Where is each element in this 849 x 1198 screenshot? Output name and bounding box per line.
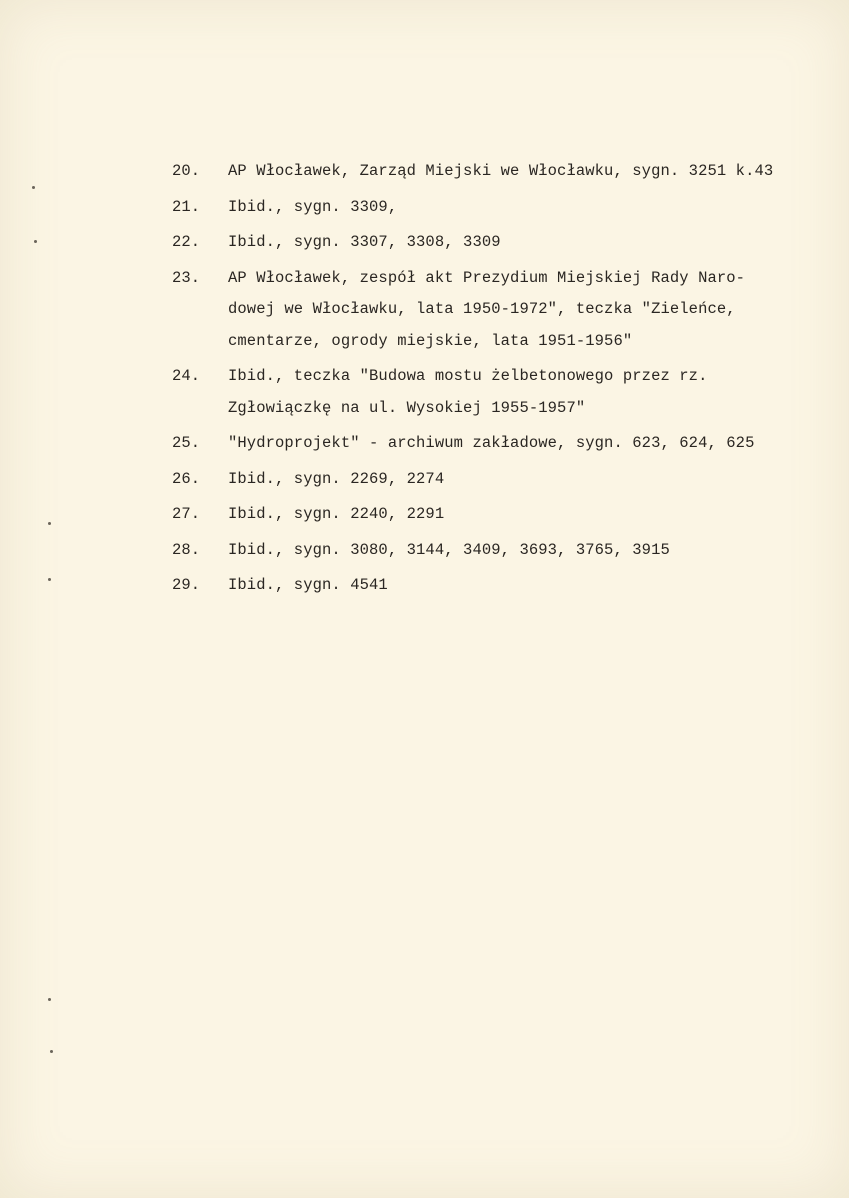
footnote-line: Ibid., sygn. 3307, 3308, 3309 [228,233,501,251]
footnote-text [228,428,842,460]
footnote-25 [172,428,842,460]
footnote-line: Ibid., teczka "Budowa mostu żelbetonowego przez rz. [228,367,708,385]
footnote-number: 22. [172,233,201,251]
footnote-number: 29. [172,576,201,594]
footnote-text [228,570,842,602]
footnote-line: Ibid., sygn. 3309, [228,197,398,216]
footnote-number: 21. [172,197,201,216]
footnote-text [228,361,842,424]
footnote-line: AP Włocławek, Zarząd Miejski we Włocławku, sygn. 3251 k.43 [228,162,774,180]
footnote-line: Ibid., sygn. 3080, 3144, 3409, 3693, 3765, 3915 [228,540,670,559]
footnote-line: "Hydroprojekt" - archiwum zakładowe, sygn. 623, 624, 625 [228,434,755,452]
footnote-text [228,535,842,567]
margin-mark [48,998,51,1001]
footnote-text [228,263,842,358]
footnote-number: 26. [172,469,201,488]
footnote-27 [172,499,842,531]
margin-mark [32,186,35,189]
footnote-23 [172,263,842,358]
footnote-24 [172,361,842,424]
footnote-number: 20. [172,162,201,180]
footnote-number: 23. [172,268,201,287]
footnote-text [228,499,842,531]
footnote-28 [172,535,842,567]
footnote-list [172,156,842,606]
footnote-line: AP Włocławek, zespół akt Prezydium Miejskiej Rady Naro- [228,268,746,287]
footnote-number: 27. [172,505,201,523]
footnote-number: 28. [172,540,201,559]
footnote-line: Ibid., sygn. 2269, 2274 [228,469,445,488]
footnote-line: Ibid., sygn. 4541 [228,576,388,594]
footnote-line: cmentarze, ogrody miejskie, lata 1951-1956" [228,331,633,350]
footnote-line: dowej we Włocławku, lata 1950-1972", teczka "Zieleńce, [228,300,736,318]
footnote-line: Zgłowiączkę na ul. Wysokiej 1955-1957" [228,398,586,417]
margin-mark [48,522,51,525]
margin-mark [48,578,51,581]
footnote-text [228,192,842,224]
footnote-number: 24. [172,367,201,385]
footnote-text [228,464,842,496]
footnote-text [228,156,842,188]
footnote-text [228,227,842,259]
footnote-22 [172,227,842,259]
margin-mark [34,240,37,243]
footnote-line: Ibid., sygn. 2240, 2291 [228,505,445,523]
footnote-21 [172,192,842,224]
margin-mark [50,1050,53,1053]
footnote-29 [172,570,842,602]
footnote-20 [172,156,842,188]
footnote-number: 25. [172,434,201,452]
footnote-26 [172,464,842,496]
